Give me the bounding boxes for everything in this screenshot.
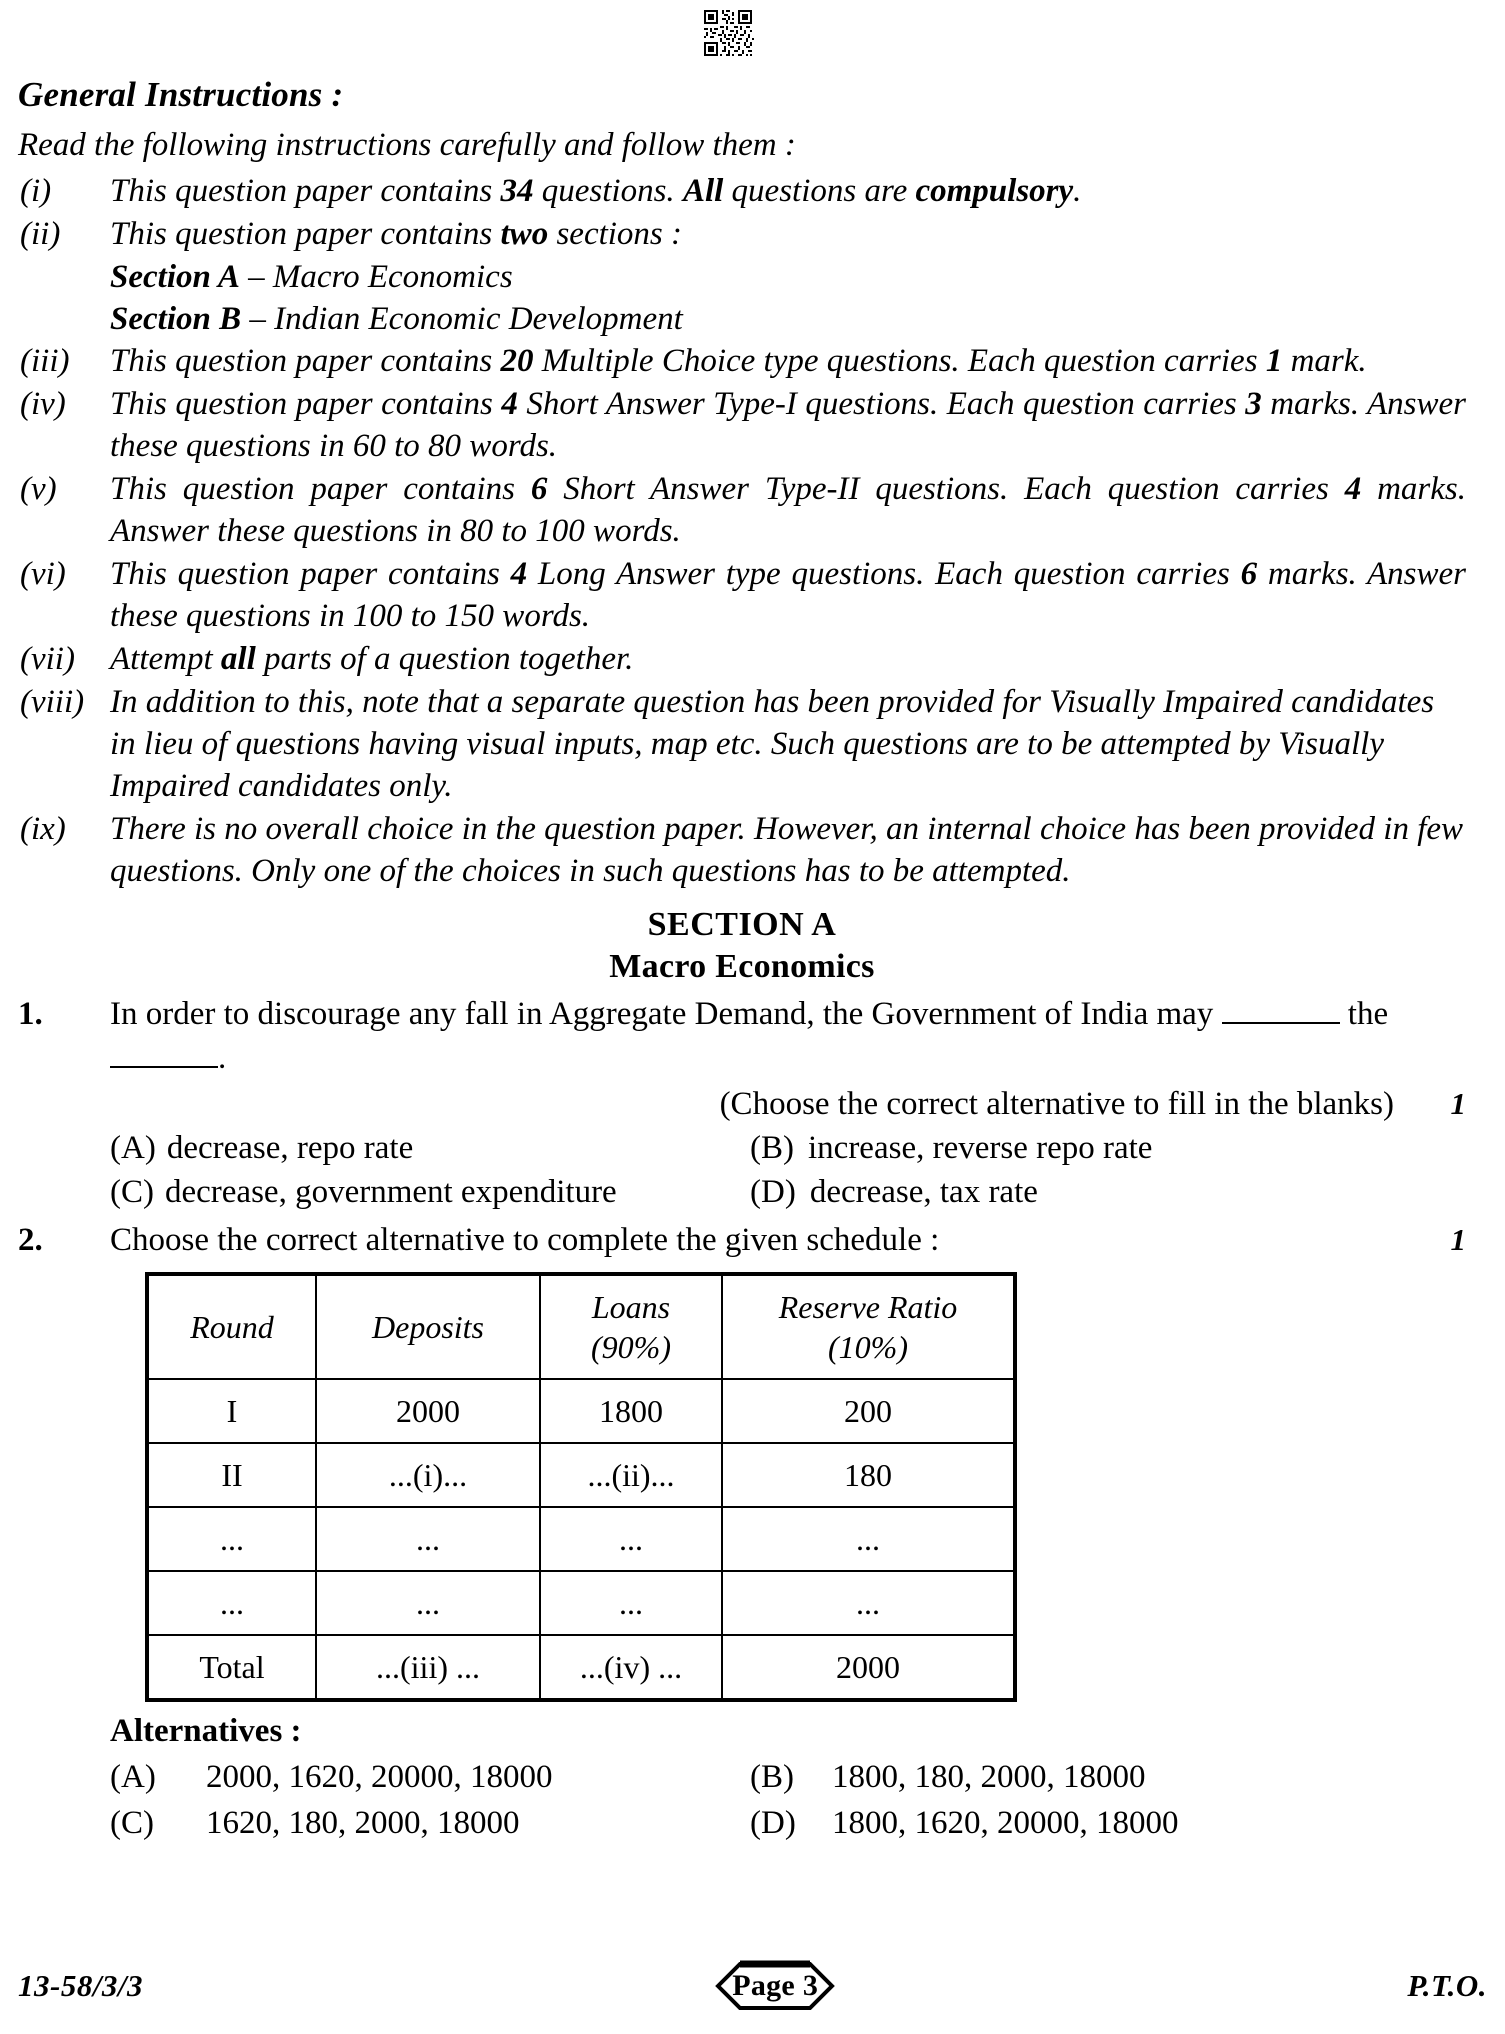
table-cell: II <box>147 1443 316 1507</box>
column-header-deposits <box>316 1274 540 1379</box>
alternative-b-text: 1800, 180, 2000, 18000 <box>832 1759 1146 1795</box>
question-2-head-row <box>110 1218 1466 1262</box>
column-header-reserve-ratio <box>722 1274 1015 1379</box>
option-d-text: decrease, tax rate <box>809 1174 1038 1210</box>
instruction-item-number: (iv) <box>20 386 66 422</box>
page-number-badge <box>670 1958 880 2014</box>
section-b-line <box>18 298 1466 340</box>
page-footer <box>18 1956 1487 2016</box>
option-c-label: (C) <box>110 1174 154 1210</box>
option-d-label: (D) <box>750 1174 796 1210</box>
section-a-name: – Macro Economics <box>239 259 513 295</box>
question-1-text-before: In order to discourage any fall in Aggregate Demand, the Government of India may <box>110 996 1222 1032</box>
table-cell: ... <box>147 1571 316 1635</box>
question-1-number: 1. <box>18 996 43 1032</box>
option-row <box>110 1170 1466 1214</box>
question-1-instruction: (Choose the correct alternative to fill in the blanks) <box>719 1086 1394 1122</box>
table-cell: ...(i)... <box>316 1443 540 1507</box>
section-b-name: – Indian Economic Development <box>241 301 683 337</box>
instruction-item-number: (v) <box>20 471 57 507</box>
alternative-b-label: (B) <box>750 1759 794 1795</box>
column-header-loans <box>540 1274 722 1379</box>
instruction-item <box>18 681 1466 807</box>
instruction-item-text: This question paper contains two sections : <box>110 216 683 252</box>
column-header-reserve-ratio-sub: (10%) <box>828 1329 908 1365</box>
alternative-d[interactable] <box>750 1800 1466 1846</box>
column-header-deposits-label: Deposits <box>372 1309 484 1345</box>
question-1-options <box>110 1126 1466 1214</box>
instruction-item-text: There is no overall choice in the question paper. However, an internal choice has been provided in few questions. Only one of the choices in such questions has to be attempted. <box>110 811 1464 889</box>
option-a[interactable] <box>110 1126 750 1170</box>
general-instructions-lead: Read the following instructions carefully and follow them : <box>18 127 796 163</box>
question-2-number: 2. <box>18 1222 43 1258</box>
table-cell: ... <box>540 1507 722 1571</box>
question-1-text <box>110 992 1466 1080</box>
question-1-instruction-row <box>110 1082 1466 1126</box>
table-cell: ... <box>540 1571 722 1635</box>
question-2-marks: 1 <box>1450 1222 1466 1257</box>
column-header-reserve-ratio-label: Reserve Ratio <box>778 1289 958 1325</box>
table-cell: 200 <box>722 1379 1015 1443</box>
table-cell: ... <box>722 1507 1015 1571</box>
question-1 <box>18 992 1466 1214</box>
instructions-list <box>18 170 1466 892</box>
instruction-item-number: (vii) <box>20 641 75 677</box>
table-cell: ...(ii)... <box>540 1443 722 1507</box>
alternative-c[interactable] <box>110 1800 750 1846</box>
instruction-item <box>18 213 1466 255</box>
option-c[interactable] <box>110 1170 750 1214</box>
instruction-item-number: (vi) <box>20 556 66 592</box>
blank-1 <box>1222 1022 1340 1024</box>
blank-2 <box>110 1066 218 1068</box>
table-cell: I <box>147 1379 316 1443</box>
alternative-row <box>110 1800 1466 1846</box>
column-header-round <box>147 1274 316 1379</box>
table-cell: 2000 <box>722 1635 1015 1700</box>
table-cell: ...(iii) ... <box>316 1635 540 1700</box>
section-a-line <box>18 256 1466 298</box>
column-header-loans-sub: (90%) <box>591 1329 671 1365</box>
section-b-label: Section B <box>110 301 242 337</box>
table-cell: ... <box>722 1571 1015 1635</box>
table-cell: ... <box>316 1507 540 1571</box>
instruction-item-text: This question paper contains 34 questions. All questions are compulsory. <box>110 173 1082 209</box>
instruction-item-number: (ix) <box>20 811 66 847</box>
column-header-round-label: Round <box>190 1309 274 1345</box>
table-cell: 180 <box>722 1443 1015 1507</box>
instruction-item-number: (iii) <box>20 343 70 379</box>
question-2-body <box>110 1218 1466 1846</box>
option-row <box>110 1126 1466 1170</box>
table-cell: ... <box>316 1571 540 1635</box>
footer-pto: P.T.O. <box>1407 1968 1487 2003</box>
footer-paper-code: 13-58/3/3 <box>18 1968 144 2003</box>
instruction-item-text: Attempt all parts of a question together. <box>110 641 634 677</box>
question-1-text-after: . <box>218 1040 227 1076</box>
instruction-item <box>18 638 1466 680</box>
schedule-table-wrap <box>110 1272 1466 1702</box>
option-b-label: (B) <box>750 1130 794 1166</box>
column-header-loans-label: Loans <box>591 1289 671 1325</box>
page-content <box>18 72 1466 1846</box>
alternative-a-label: (A) <box>110 1759 156 1795</box>
instruction-item-number: (i) <box>20 173 52 209</box>
schedule-table-body <box>147 1379 1015 1700</box>
table-row <box>147 1443 1015 1507</box>
option-b-text: increase, reverse repo rate <box>808 1130 1153 1166</box>
general-instructions-title: General Instructions : <box>18 75 344 114</box>
option-a-label: (A) <box>110 1130 156 1166</box>
schedule-table-head <box>147 1274 1015 1379</box>
instruction-item-text: This question paper contains 4 Short Answer Type-I questions. Each question carries 3 marks. Answer these questions in 60 to 80 words. <box>110 386 1466 464</box>
question-1-body <box>110 992 1466 1214</box>
option-b[interactable] <box>750 1126 1466 1170</box>
alternatives-title: Alternatives : <box>110 1713 302 1749</box>
table-cell: ... <box>147 1507 316 1571</box>
instruction-item <box>18 468 1466 552</box>
instruction-item <box>18 340 1466 382</box>
question-2 <box>18 1218 1466 1846</box>
alternative-c-text: 1620, 180, 2000, 18000 <box>206 1805 520 1841</box>
table-header-row <box>147 1274 1015 1379</box>
instruction-item-number: (ii) <box>20 216 61 252</box>
table-cell: 1800 <box>540 1379 722 1443</box>
section-a-label: Section A <box>110 259 240 295</box>
alternative-d-text: 1800, 1620, 20000, 18000 <box>832 1805 1179 1841</box>
table-cell: Total <box>147 1635 316 1700</box>
alternative-a-text: 2000, 1620, 20000, 18000 <box>206 1759 553 1795</box>
option-d[interactable] <box>750 1170 1466 1214</box>
instruction-item <box>18 383 1466 467</box>
page-number-label: Page 3 <box>732 1969 819 2002</box>
instruction-item-number: (viii) <box>20 684 85 720</box>
instruction-item-text: This question paper contains 4 Long Answer type questions. Each question carries 6 marks. Answer these questions in 100 to 150 words. <box>110 556 1466 634</box>
qr-code-icon <box>702 8 756 60</box>
table-cell: ...(iv) ... <box>540 1635 722 1700</box>
question-1-text-mid: the <box>1339 996 1389 1032</box>
instruction-item <box>18 808 1466 892</box>
section-subheading: Macro Economics <box>609 948 875 985</box>
option-a-text: decrease, repo rate <box>166 1130 414 1166</box>
question-2-text: Choose the correct alternative to complete the given schedule : <box>110 1222 940 1258</box>
instruction-item-text: This question paper contains 6 Short Answer Type-II questions. Each question carries 4 marks. Answer these questions in 80 to 100 words. <box>110 471 1466 549</box>
table-row <box>147 1635 1015 1700</box>
alternative-b[interactable] <box>750 1754 1466 1800</box>
alternative-a[interactable] <box>110 1754 750 1800</box>
instruction-item <box>18 553 1466 637</box>
alternative-row <box>110 1754 1466 1800</box>
table-cell: 2000 <box>316 1379 540 1443</box>
alternative-d-label: (D) <box>750 1805 796 1841</box>
table-row <box>147 1571 1015 1635</box>
instruction-item <box>18 170 1466 212</box>
table-row <box>147 1507 1015 1571</box>
instruction-item-text: In addition to this, note that a separate question has been provided for Visually Impaired candidates in lieu of questions having visual inputs, map etc. Such questions are to be attempted by Visually Impaired candidates only. <box>110 684 1435 804</box>
question-1-marks: 1 <box>1450 1086 1466 1121</box>
alternative-c-label: (C) <box>110 1805 154 1841</box>
section-heading: SECTION A <box>647 906 837 943</box>
table-row <box>147 1379 1015 1443</box>
schedule-table <box>145 1272 1017 1702</box>
option-c-text: decrease, government expenditure <box>165 1174 617 1210</box>
instruction-item-text: This question paper contains 20 Multiple Choice type questions. Each question carries 1 mark. <box>110 343 1367 379</box>
